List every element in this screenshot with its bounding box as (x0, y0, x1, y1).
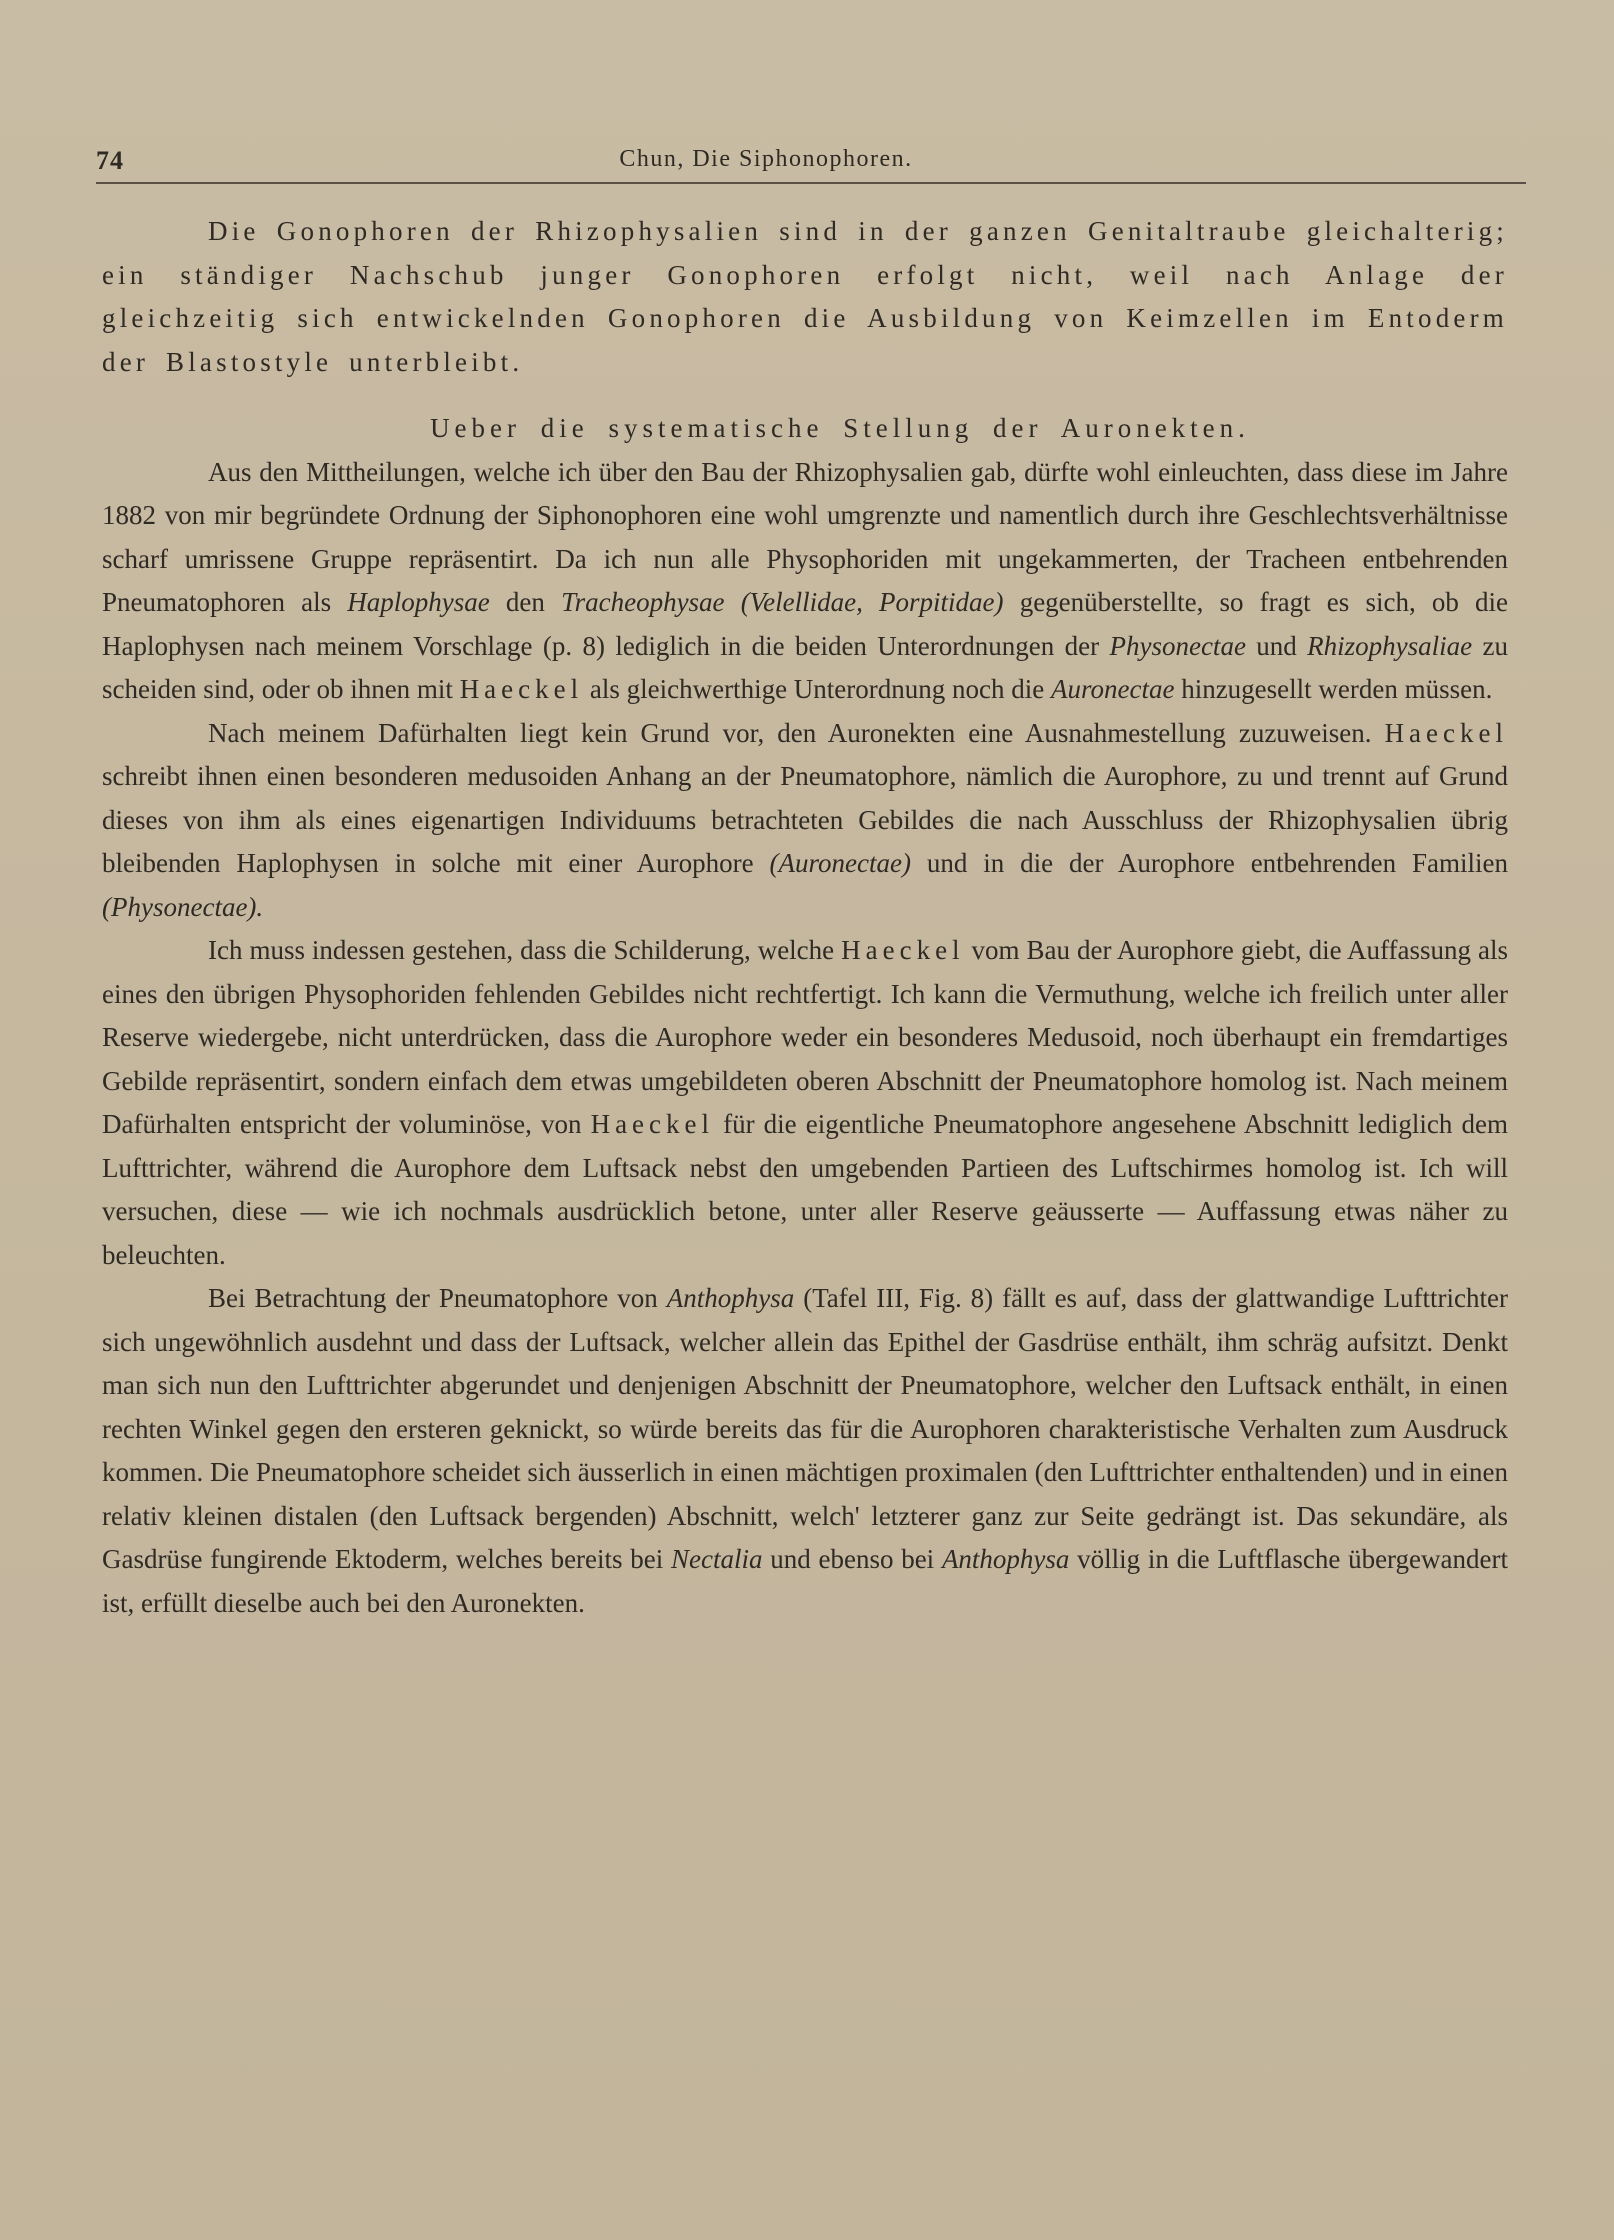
header-rule (96, 182, 1526, 184)
page-header (96, 146, 1526, 186)
taxon-name: (Auronectae) (769, 848, 911, 878)
author-name: Haeckel (1384, 717, 1508, 748)
taxon-name: Auronectae (1050, 674, 1175, 704)
taxon-name: Haplophysae (347, 587, 490, 617)
taxon-name: (Physonectae). (102, 891, 264, 922)
paragraph-2: Nach meinem Dafürhalten liegt kein Grund vor, den Auronekten eine Ausnahmestellung zuzuweisen. Haeckel schreibt ihnen einen besonderen medusoiden Anhang an der Pneumatophore, nämlich die Aurophore, zu und trennt auf Grund dieses von ihm als eines eigenartigen Individuums betrachteten Gebildes die nach Ausschluss der Rhizophysalien übrig bleibenden Haplophysen in solche mit einer Aurophore (Auronectae) und in die der Aurophore entbehrenden Familien (Physonectae). (102, 717, 1508, 922)
taxon-name: Physonectae (1109, 630, 1246, 661)
running-title: Chun, Die Siphonophoren. (619, 146, 913, 172)
taxon-name: Rhizophysaliae (1307, 630, 1473, 661)
page-number: 74 (96, 146, 124, 175)
intro-paragraph: Die Gonophoren der Rhizophysalien sind in der ganzen Genitaltraube gleichalterig; ein ständiger Nachschub junger Gonophoren erfolgt nicht, weil nach Anlage der gleichzeitig sich entwickelnden Gonophoren die Ausbildung von Keimzellen im Entoderm der Blastostyle unterbleibt. (102, 216, 1508, 377)
taxon-name: Nectalia (671, 1544, 763, 1574)
author-name: Haeckel (590, 1109, 715, 1139)
paragraph-4: Bei Betrachtung der Pneumatophore von Anthophysa (Tafel III, Fig. 8) fällt es auf, dass der glattwandige Lufttrichter sich ungewöhnlich ausdehnt und dass der Luftsack, welcher allein das Epithel der Gasdrüse enthält, ihm schräg aufsitzt. Denkt man sich nun den Lufttrichter abgerundet und denjenigen Abschnitt der Pneumatophore, welcher den Luftsack enthält, in einen rechten Winkel gegen den ersteren geknickt, so würde bereits das für die Aurophoren charakteristische Verhalten zum Ausdruck kommen. Die Pneumatophore scheidet sich äusserlich in einen mächtigen proximalen (den Lufttrichter enthaltenden) und in einen relativ kleinen distalen (den Luftsack bergenden) Abschnitt, welch' letzterer ganz zur Seite gedrängt ist. Das sekundäre, als Gasdrüse fungirende Ektoderm, welches bereits bei Nectalia und ebenso bei Anthophysa völlig in die Luftflasche übergewandert ist, erfüllt dieselbe auch bei den Auronekten. (102, 1283, 1509, 1618)
author-name: Haeckel (841, 935, 965, 965)
taxon-name: Anthophysa (941, 1544, 1070, 1574)
body-text (102, 210, 1508, 1625)
paragraph-1: Aus den Mittheilungen, welche ich über den Bau der Rhizophysalien gab, dürfte wohl einleuchten, dass diese im Jahre 1882 von mir begründete Ordnung der Siphonophoren eine wohl umgrenzte und namentlich durch ihre Geschlechtsverhältnisse scharf umrissene Gruppe repräsentirt. Da ich nun alle Physophoriden mit ungekammerten, der Tracheen entbehrenden Pneumatophoren als Haplophysae den Tracheophysae (Velellidae, Porpitidae) gegenüberstellte, so fragt es sich, ob die Haplophysen nach meinem Vorschlage (p. 8) lediglich in die beiden Unterordnungen der Physonectae und Rhizophysaliae zu scheiden sind, oder ob ihnen mit Haeckel als gleichwerthige Unterordnung noch die Auronectae hinzugesellt werden müssen. (102, 456, 1509, 704)
section-heading: Ueber die systematische Stellung der Auronekten. (430, 413, 1250, 443)
paragraph-3: Ich muss indessen gestehen, dass die Schilderung, welche Haeckel vom Bau der Aurophore giebt, die Auffassung als eines den übrigen Physophoriden fehlenden Gebildes nicht rechtfertigt. Ich kann die Vermuthung, welche ich freilich unter aller Reserve wiedergebe, nicht unterdrücken, dass die Aurophore weder ein besonderes Medusoid, noch überhaupt ein fremdartiges Gebilde repräsentirt, sondern einfach dem etwas umgebildeten oberen Abschnitt der Pneumatophore homolog ist. Nach meinem Dafürhalten entspricht der voluminöse, von Haeckel für die eigentliche Pneumatophore angesehene Abschnitt lediglich dem Lufttrichter, während die Aurophore dem Luftsack nebst den umgebenden Partieen des Luftschirmes homolog ist. Ich will versuchen, diese — wie ich nochmals ausdrücklich betone, unter aller Reserve geäusserte — Auffassung etwas näher zu beleuchten. (102, 935, 1508, 1270)
taxon-name: Tracheophysae (Velellidae, Porpitidae) (561, 587, 1004, 617)
author-name: Haeckel (459, 674, 584, 704)
taxon-name: Anthophysa (666, 1283, 795, 1313)
